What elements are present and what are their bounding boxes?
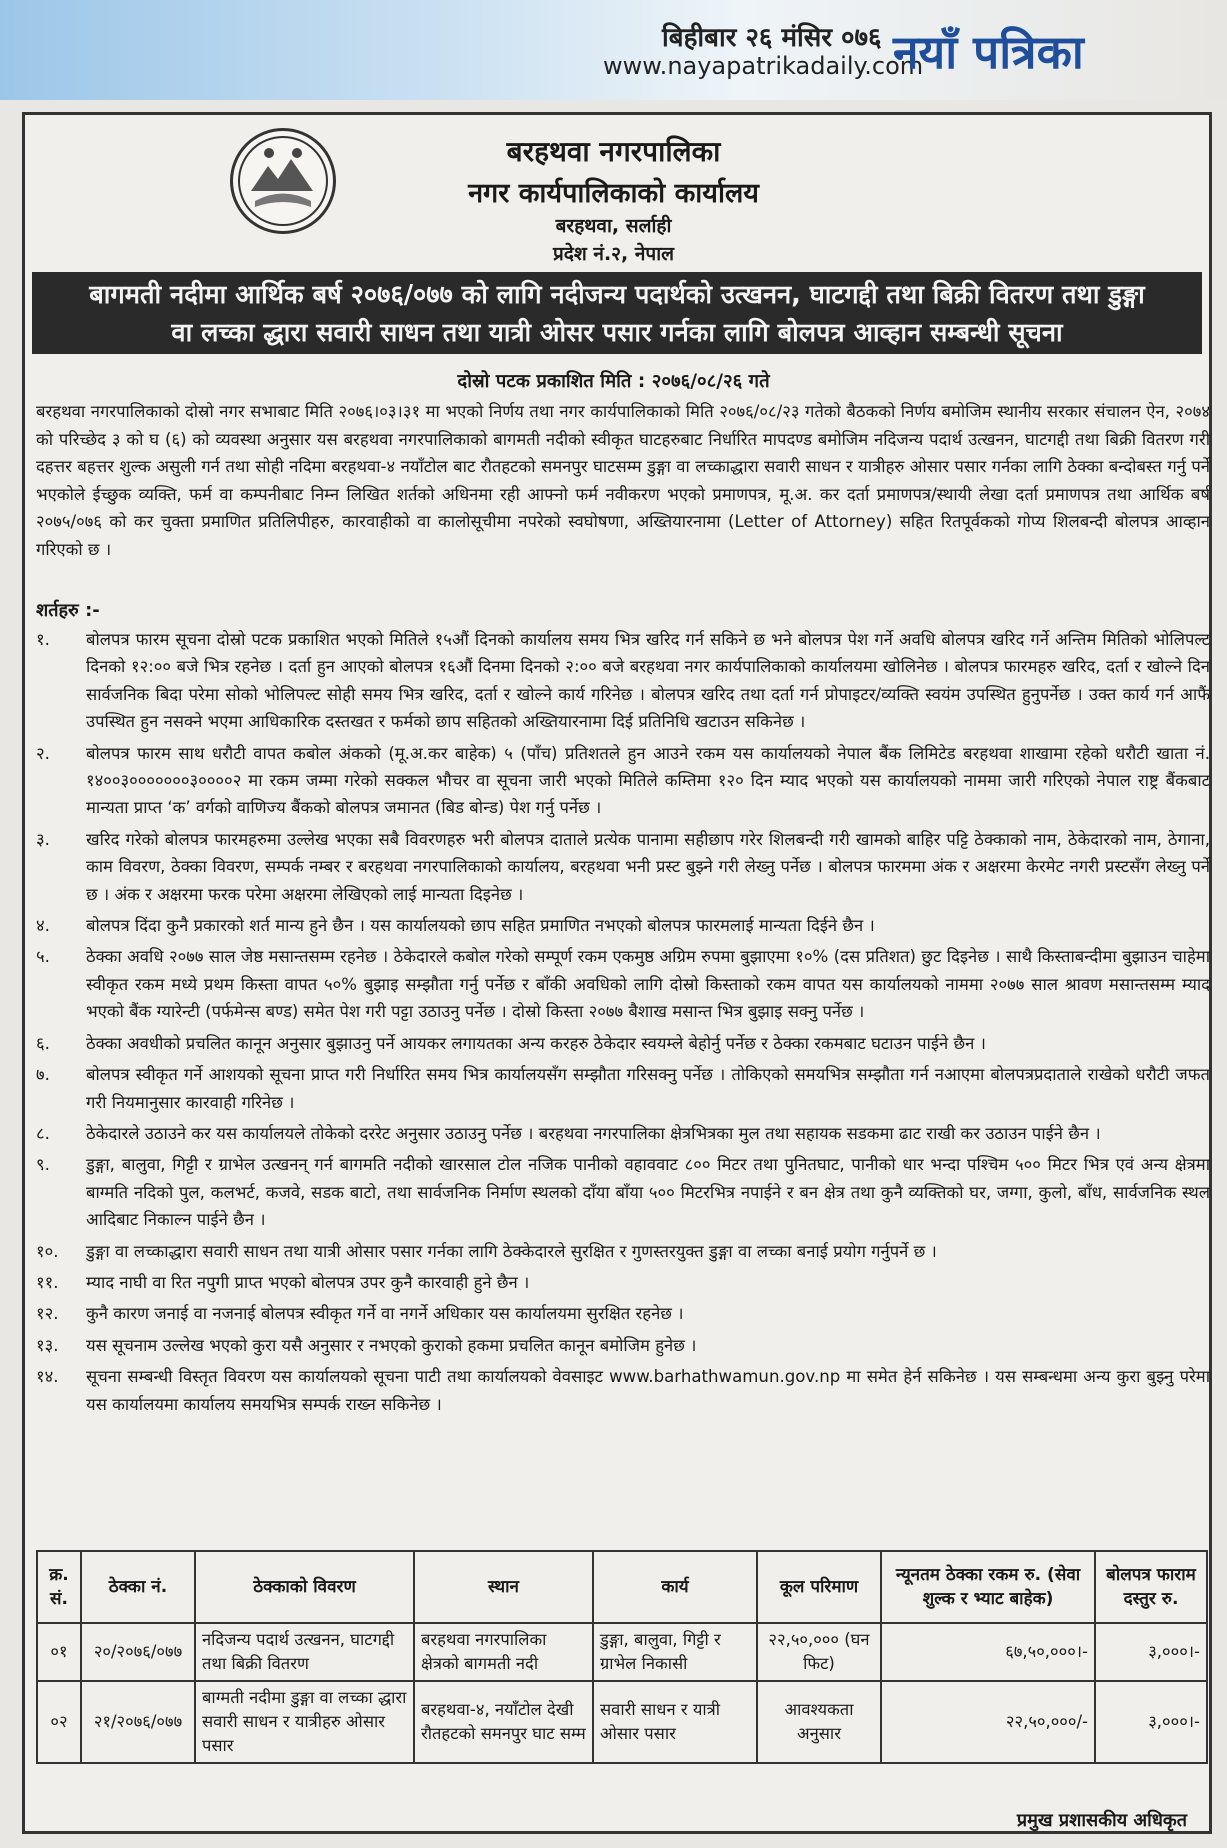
newspaper-logo: नयाँ पत्रिका <box>893 25 1084 79</box>
condition-item: ११. म्याद नाघी वा रित नपुगी प्राप्त भएको बोलपत्र उपर कुनै कारवाही हुने छैन । <box>36 1272 530 1292</box>
condition-item: ५. ठेक्का अवधि २०७७ साल जेष्ठ मसान्तसम्म रहनेछ । ठेकेदारले कबोल गरेको सम्पूर्ण रकम एकमुष्ठ अग्रिम रुपमा बुझाएमा १०% (दस प्रतिशत) छुट दिइनेछ । साथै किस्ताबन्दीमा बुझाउन चाहेमा स्वीकृत रकम मध्ये प्रथम किस्ता वापत ५०% बुझाइ सम्झौता गर्नु पर्नेछ र बाँकी अवधिको लागि दोस्रो किस्ताको रकम वापत यस कार्यालयको नाममा २०७७ साल श्रावण मसान्तसम्म म्याद भएको बैंक ग्यारेन्टी (पर्फमेन्स बण्ड) समेत पेश गरी पट्टा उठाउनु पर्नेछ । दोस्रो किस्ता २०७७ बैशाख मसान्त भित्र बुझाइ सक्नु पर्नेछ । <box>36 947 1210 1022</box>
col-header-work: कार्य <box>593 1551 757 1623</box>
publication-date: दोस्रो पटक प्रकाशित मिति : २०७६/०८/२६ गते <box>457 371 770 392</box>
conditions-heading: शर्तहरु :- <box>36 600 100 621</box>
condition-item: ४. बोलपत्र दिंदा कुनै प्रकारको शर्त मान्य हुने छैन । यस कार्यालयको छाप सहित प्रमाणित नभएको बोलपत्र फारमलाई मान्यता दिईने छैन । <box>36 916 875 936</box>
office-address: बरहथवा, सर्लाही <box>555 215 672 237</box>
masthead-url: www.nayapatrikadaily.com <box>603 52 924 80</box>
municipality-name: बरहथवा नगरपालिका <box>506 135 721 168</box>
condition-item: ७. बोलपत्र स्वीकृत गर्ने आशयको सूचना प्राप्त गरी निर्धारित समय भित्र कार्यालयसँग सम्झौता गरिसक्नु पर्नेछ । तोकिएको समयभित्र सम्झौता गर्न नआएमा बोलपत्रप्रदाताले राखेको धरौटी जफत गरी नियमानुसार कारवाही गरिनेछ । <box>36 1065 1210 1112</box>
table-row: ०१ २०/२०७६/०७७ नदिजन्य पदार्थ उत्खनन, घाटगद्दी तथा बिक्री वितरण बरहथवा नगरपालिका क्षेत्रको बागमती नदी डुङ्गा, बालुवा, गिट्टी र ग्राभेल निकासी २२,५०,००० (घन फिट) ६७,५०,०००।- ३,०००।- <box>37 1623 1207 1681</box>
col-header-location: स्थान <box>414 1551 593 1623</box>
signature-title: प्रमुख प्रशासकीय अधिकृत <box>1016 1810 1187 1831</box>
condition-item: ३. खरिद गरेको बोलपत्र फारमहरुमा उल्लेख भएका सबै विवरणहरु भरी बोलपत्र दाताले प्रत्येक पानामा सहीछाप गरेर शिलबन्दी गरी खामको बाहिर पट्टि ठेक्काको नाम, ठेकेदारको नाम, ठेगाना, काम विवरण, ठेक्का विवरण, सम्पर्क नम्बर र बरहथवा नगरपालिकाको कार्यालय, बरहथवा भनी प्रस्ट बुझ्ने गरी लेख्नु पर्नेछ । बोलपत्र फारममा अंक र अक्षरमा केरमेट नगरी प्रस्टसँग लेख्नु पर्ने छ । अंक र अक्षरमा फरक परेमा अक्षरमा लेखिएको लाई मान्यता दिइनेछ । <box>36 829 1210 904</box>
condition-item: १०. डुङ्गा वा लच्काद्धारा सवारी साधन तथा यात्री ओसार पसार गर्नका लागि ठेक्केदारले सुरक्षित र गुणस्तरयुक्त डुङ्गा वा लच्का बनाई प्रयोग गर्नुपर्ने छ । <box>36 1241 937 1261</box>
condition-item: १. बोलपत्र फारम सूचना दोस्रो पटक प्रकाशित भएको मितिले १५औं दिनको कार्यालय समय भित्र खरिद गर्न सकिने छ भने बोलपत्र पेश गर्ने अवधि बोलपत्र खरिद गर्ने अन्तिम मितिको भोलिपल्ट दिनको १२:०० बजे भित्र रहनेछ । दर्ता हुन आएको बोलपत्र १६औं दिनमा दिनको २:०० बजे बरहथवा नगर कार्यपालिकाको कार्यालयमा खोलिनेछ । बोलपत्र फारमहरु खरिद, दर्ता र खोल्ने दिन सार्वजनिक बिदा परेमा सोको भोलिपल्ट सोही समय भित्र खरिद, दर्ता र खोल्ने कार्य गरिनेछ । बोलपत्र खरिद तथा दर्ता गर्न प्रोपाइटर/व्यक्ति स्वयंम उपस्थित हुनुपर्नेछ । उक्त कार्य गर्न आफैं उपस्थित हुन नसक्ने भएमा आधिकारिक दस्तखत र फर्मको छाप सहितको अख्तियारनामा दिई प्रतिनिधि खटाउन सकिनेछ । <box>36 630 1210 732</box>
condition-item: ६. ठेक्का अवधीको प्रचलित कानून अनुसार बुझाउनु पर्ने आयकर लगायतका अन्य करहरु ठेकेदार स्वयम्ले बेहोर्नु पर्नेछ र ठेक्का रकमबाट घटाउन पाईने छैन । <box>36 1033 986 1053</box>
intro-paragraph: बरहथवा नगरपालिकाको दोस्रो नगर सभाबाट मिति २०७६।०३।३१ मा भएको निर्णय तथा नगर कार्यपालिकाको मिति २०७६/०८/२३ गतेको बैठकको निर्णय बमोजिम स्थानीय सरकार संचालन ऐन, २०७४ को परिच्छेद ३ को घ (६) को व्यवस्था अनुसार यस बरहथवा नगरपालिकाको बागमती नदीको स्वीकृत घाटहरुबाट निर्धारित मापदण्ड बमोजिम नदिजन्य पदार्थ उत्खनन, घाटगद्दी तथा बिक्री वितरण गरी दहत्तर बहत्तर शुल्क असुली गर्न तथा सोही नदिमा बरहथवा-४ नयाँटोल बाट रौतहटको समनपुर घाटसम्म डुङ्गा वा लच्काद्धारा सवारी साधन र यात्रीहरु ओसार पसार गर्नका लागि ठेक्का बन्दोबस्त गर्नु पर्ने भएकोले ईच्छुक व्यक्ति, फर्म वा कम्पनीबाट निम्न लिखित शर्तको अधिनमा रही आफ्नो फर्म नवीकरण भएको प्रमाणपत्र, मू.अ. कर दर्ता प्रमाणपत्र/स्थायी लेखा दर्ता प्रमाणपत्र तथा आर्थिक बर्ष २०७५/०७६ को कर चुक्ता प्रमाणित प्रतिलिपीहरु, कारवाहीको वा कालोसूचीमा नपरेको स्वघोषणा, अख्तियारनामा (Letter of Attorney) सहित रितपूर्वकको गोप्य शिलबन्दी बोलपत्र आव्हान गरिएको छ । <box>36 402 1210 559</box>
masthead-date: बिहीबार २६ मंसिर ०७६ <box>662 23 882 53</box>
conditions-list <box>36 626 1210 1422</box>
condition-item: १२. कुनै कारण जनाई वा नजनाई बोलपत्र स्वीकृत गर्ने वा नगर्ने अधिकार यस कार्यालयमा सुरक्षित रहनेछ । <box>36 1304 684 1324</box>
condition-item: १४. सूचना सम्बन्धी विस्तृत विवरण यस कार्यालयको सूचना पाटी तथा कार्यालयको वेवसाइट www.barhathwamun.gov.np मा समेत हेर्न सकिनेछ । यस सम्बन्धमा अन्य कुरा बुझ्नु परेमा यस कार्यालयमा कार्यालय समयभित्र सम्पर्क राख्न सकिनेछ । <box>36 1367 1210 1414</box>
col-header-quantity: कूल परिमाण <box>757 1551 881 1623</box>
col-header-min-amount: न्यूनतम ठेक्का रकम रु. (सेवा शुल्क र भ्याट बाहेक) <box>881 1551 1095 1623</box>
newspaper-masthead <box>0 0 1227 100</box>
office-name: नगर कार्यपालिकाको कार्यालय <box>468 178 759 209</box>
condition-item: ८. ठेकेदारले उठाउने कर यस कार्यालयले तोकेको दररेट अनुसार उठाउनु पर्नेछ । बरहथवा नगरपालिका क्षेत्रभित्रका मुल तथा सहायक सडकमा ढाट राखी कर उठाउन पाईने छैन । <box>36 1123 1101 1143</box>
condition-item: ९. डुङ्गा, बालुवा, गिट्टी र ग्राभेल उत्खनन् गर्न बागमति नदीको खारसाल टोल नजिक पानीको वहाववाट ८०० मिटर तथा पुनितघाट, पानीको धार भन्दा पश्चिम ५०० मिटर भित्र एवं अन्य क्षेत्रमा बाग्मति नदिको पुल, कलभर्ट, कजवे, सडक बाटो, तथा सार्वजनिक निर्माण स्थलको दाँया बाँया ५०० मिटरभित्र नपाईने र बन क्षेत्र तथा कुनै व्यक्तिको घर, जग्गा, कुलो, बाँध, सार्वजनिक स्थल आदिबाट निकाल्न पाईने छैन । <box>36 1155 1210 1230</box>
condition-item: १३. यस सूचनाम उल्लेख भएको कुरा यसै अनुसार र नभएको कुराको हकमा प्रचलित कानून बमोजिम हुनेछ । <box>36 1335 697 1355</box>
contract-table <box>36 1550 1208 1764</box>
notice-title-banner <box>32 272 1202 354</box>
notice-title-line-2: वा लच्का द्धारा सवारी साधन तथा यात्री ओसर पसार गर्नका लागि बोलपत्र आव्हान सम्बन्धी सूचना <box>171 318 1063 348</box>
col-header-description: ठेक्काको विवरण <box>195 1551 414 1623</box>
col-header-contract-no: ठेक्का नं. <box>81 1551 195 1623</box>
table-header-row <box>37 1551 1207 1623</box>
col-header-form-fee: बोलपत्र फाराम दस्तुर रु. <box>1095 1551 1207 1623</box>
table-row: ०२ २१/२०७६/०७७ बाग्मती नदीमा डुङ्गा वा लच्का द्धारा सवारी साधन र यात्रीहरु ओसार पसार बरहथवा-४, नयाँटोल देखी रौतहटको समनपुर घाट सम्म सवारी साधन र यात्री ओसार पसार आवश्यकता अनुसार २२,५०,०००/- ३,०००।- <box>37 1681 1207 1763</box>
col-header-serial: क्र. सं. <box>37 1551 81 1623</box>
condition-item: २. बोलपत्र फारम साथ धरौटी वापत कबोल अंकको (मू.अ.कर बाहेक) ५ (पाँच) प्रतिशतले हुन आउने रकम यस कार्यालयको नेपाल बैंक लिमिटेड बरहथवा शाखामा रहेको धरौटी खाता नं. १४००३०००००००३००००२ मा रकम जम्मा गरेको सक्कल भौचर वा सूचना जारी भएको मितिले कम्तिमा १२० दिन म्याद भएको यस कार्यालयको नाममा जारी गरिएको नेपाल राष्ट्र बैंकबाट मान्यता प्राप्त ‘क’ वर्गको वाणिज्य बैंकको बोलपत्र जमानत (बिड बोन्ड) पेश गर्नु पर्नेछ । <box>36 743 1210 818</box>
province-line: प्रदेश नं.२, नेपाल <box>552 243 675 265</box>
notice-title-line-1: बागमती नदीमा आर्थिक बर्ष २०७६/०७७ को लागि नदीजन्य पदार्थको उत्खनन, घाटगद्दी तथा बिक्री वितरण तथा डुङ्गा <box>89 280 1145 310</box>
